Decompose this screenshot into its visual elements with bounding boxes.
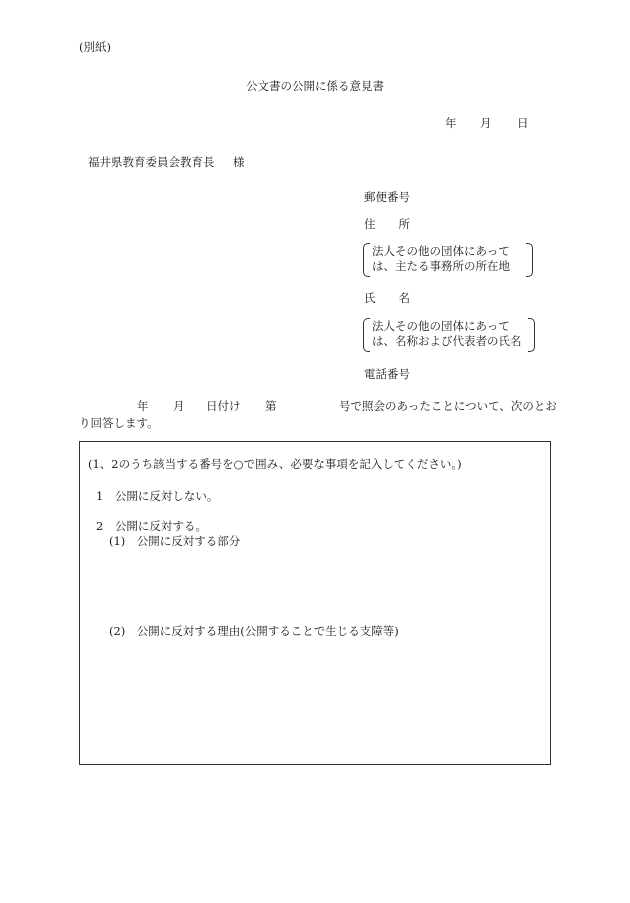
name-label: 氏 名 [364, 291, 410, 305]
right-bracket [528, 318, 535, 352]
left-bracket [363, 318, 370, 352]
option-objection: 2 公開に反対する。 [96, 519, 207, 533]
ref-sentence: 号で照会のあったことについて、次のとお [339, 399, 557, 413]
date-day: 日 [517, 116, 529, 130]
date-year: 年 [445, 116, 457, 130]
name-note [363, 318, 535, 350]
name-note-line1: 法人その他の団体にあって [372, 319, 510, 333]
addressee-honorific: 様 [233, 155, 245, 169]
ref-year: 年 [137, 399, 149, 413]
right-bracket [526, 243, 533, 277]
ref-number-prefix: 第 [265, 399, 277, 413]
form-instruction: (1、2のうち該当する番号を○で囲み、必要な事項を記入してください。) [88, 457, 462, 471]
addressee: 福井県教育委員会教育長 [88, 155, 215, 169]
option-no-objection: 1 公開に反対しない。 [96, 489, 219, 503]
address-note [363, 243, 533, 275]
response-form-box [79, 441, 551, 765]
objection-reason-label: (2) 公開に反対する理由(公開することで生じる支障等) [109, 624, 399, 638]
address-note-line1: 法人その他の団体にあって [372, 244, 510, 258]
ref-month: 月 [173, 399, 185, 413]
address-note-line2: は、主たる事務所の所在地 [372, 259, 510, 273]
date-month: 月 [480, 116, 492, 130]
attachment-label: (別紙) [79, 40, 111, 54]
postal-code-label: 郵便番号 [364, 190, 410, 204]
name-note-line2: は、名称および代表者の氏名 [372, 334, 522, 348]
phone-label: 電話番号 [364, 367, 410, 381]
ref-sentence-cont: り回答します。 [79, 416, 159, 430]
address-label: 住 所 [364, 217, 410, 231]
objection-part-label: (1) 公開に反対する部分 [109, 534, 241, 548]
left-bracket [363, 243, 370, 277]
document-title: 公文書の公開に係る意見書 [246, 79, 384, 93]
ref-date-suffix: 日付け [206, 399, 241, 413]
